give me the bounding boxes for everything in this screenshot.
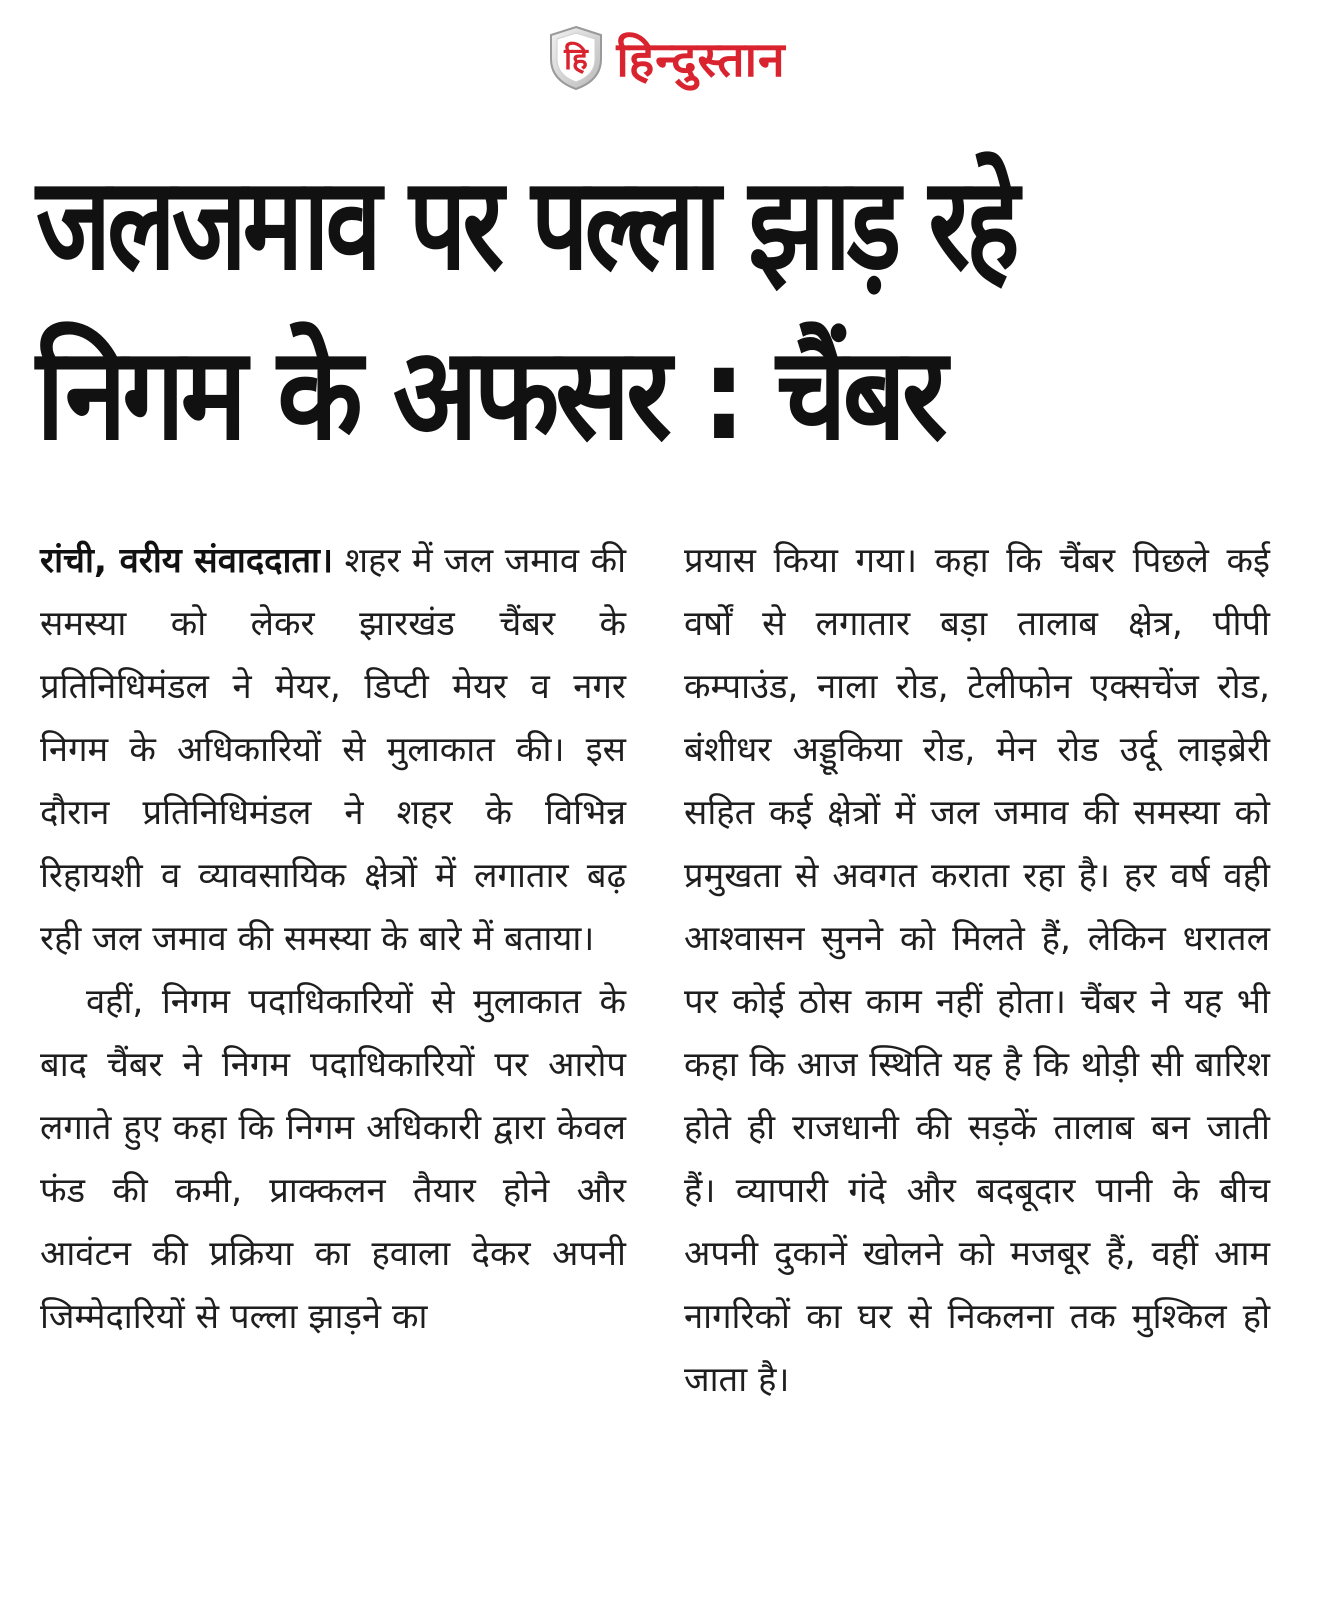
article-column-right — [684, 530, 1270, 1412]
paragraph-1-text: शहर में जल जमाव की समस्या को लेकर झारखंड चैंबर के प्रतिनिधिमंडल ने मेयर, डिप्टी मेयर व नगर निगम के अधिकारियों से मुलाकात की। इस दौरान प्रतिनिधिमंडल ने शहर के विभिन्न रिहायशी व व्यावसायिक क्षेत्रों में लगातार बढ़ रही जल जमाव की समस्या के बारे में बताया। — [40, 541, 627, 959]
newspaper-logo-icon — [548, 25, 604, 91]
headline-line-1: जलजमाव पर पल्ला झाड़ रहे — [36, 150, 1016, 299]
article-column-left — [40, 530, 626, 1349]
dateline: रांची, वरीय संवाददाता। — [40, 541, 334, 581]
headline — [36, 140, 1298, 500]
logo-mark-text: हि — [564, 42, 589, 77]
article-paragraph-1 — [40, 530, 626, 971]
brand-name: हिन्दुस्तान — [616, 31, 786, 88]
headline-line-2: निगम के अफसर : चैंबर — [36, 320, 944, 469]
article-paragraph-2: वहीं, निगम पदाधिकारियों से मुलाकात के बाद चैंबर ने निगम पदाधिकारियों पर आरोप लगाते हुए कहा कि निगम अधिकारी द्वारा केवल फंड की कमी, प्राक्कलन तैयार होने और आवंटन की प्रक्रिया का हवाला देकर अपनी जिम्मेदारियों से पल्ला झाड़ने का — [40, 982, 626, 1337]
masthead — [0, 18, 1334, 98]
article-paragraph-3: प्रयास किया गया। कहा कि चैंबर पिछले कई वर्षों से लगातार बड़ा तालाब क्षेत्र, पीपी कम्पाउंड, नाला रोड, टेलीफोन एक्सचेंज रोड, बंशीधर अड्डूकिया रोड, मेन रोड उर्दू लाइब्रेरी सहित कई क्षेत्रों में जल जमाव की समस्या को प्रमुखता से अवगत कराता रहा है। हर वर्ष वही आश्वासन सुनने को मिलते हैं, लेकिन धरातल पर कोई ठोस काम नहीं होता। चैंबर ने यह भी कहा कि आज स्थिति यह है कि थोड़ी सी बारिश होते ही राजधानी की सड़कें तालाब बन जाती हैं। व्यापारी गंदे और बदबूदार पानी के बीच अपनी दुकानें खोलने को मजबूर हैं, वहीं आम नागरिकों का घर से निकलना तक मुश्किल हो जाता है। — [684, 541, 1270, 1400]
